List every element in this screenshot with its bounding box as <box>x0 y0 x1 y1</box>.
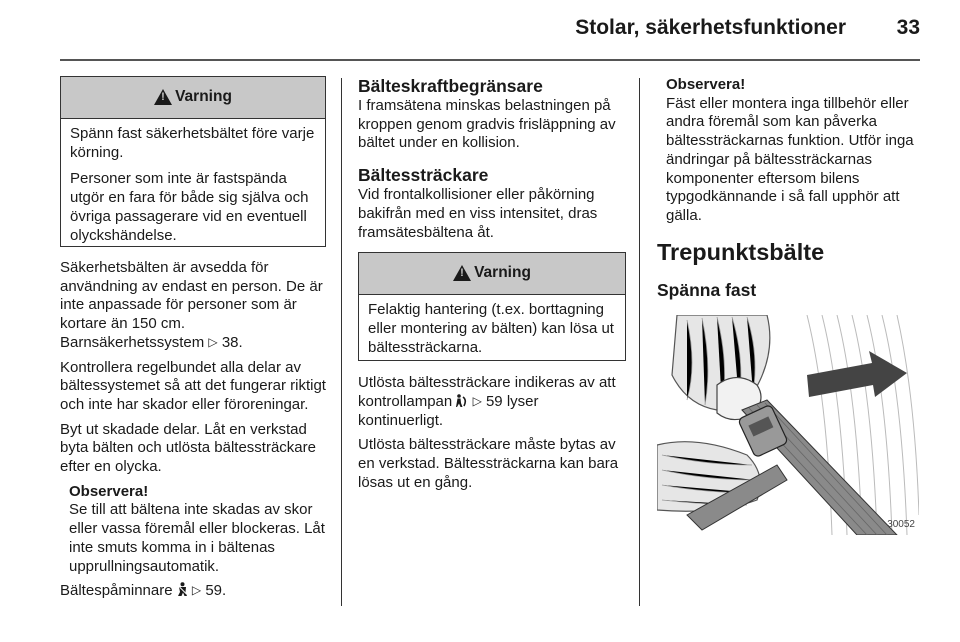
seatbelt-fastening-illustration <box>657 315 919 535</box>
note-title: Observera! <box>666 76 746 93</box>
warning-title: Varning <box>474 264 531 282</box>
warning-title: Varning <box>175 88 232 106</box>
chapter-heading: Trepunktsbälte <box>657 238 825 265</box>
warning-header <box>61 77 325 119</box>
subsection-heading: Spänna fast <box>657 279 757 300</box>
warning-triangle-icon <box>154 89 172 105</box>
body-paragraph: Vid frontalkollisioner eller påkörning bakifrån med en viss intensitet, dras framsätesbältena åt. <box>358 186 598 241</box>
page-header-title: Stolar, säkerhetsfunktioner <box>575 16 846 39</box>
body-paragraph: Kontrollera regelbundet alla delar av bältessystemet så att det fungerar riktigt och inte har skador eller föroreningar. <box>60 358 326 413</box>
section-heading: Bältessträckare <box>358 165 489 186</box>
note-block <box>60 483 326 577</box>
warning-body <box>61 119 325 253</box>
column-3 <box>657 76 927 535</box>
note-block <box>657 76 927 226</box>
column-divider-right <box>639 78 640 606</box>
page-number: 33 <box>896 16 920 39</box>
column-2 <box>358 76 626 498</box>
figure-number: 30052 <box>887 518 915 530</box>
reference-arrow-icon: ▷ <box>208 334 218 349</box>
warning-body <box>359 295 625 365</box>
seatbelt-reminder-icon <box>177 582 188 597</box>
warning-text: Felaktig hantering (t.ex. borttagning eller montering av bälten) kan lösa ut bältessträckarna. <box>368 301 614 356</box>
section-heading: Bälteskraftbegränsare <box>358 76 543 96</box>
body-paragraph: Bältespåminnare ▷ 59. <box>60 582 227 600</box>
note-text: Fäst eller montera inga tillbehör eller andra föremål som kan påverka bältessträckarnas funktion. Utför inga ändringar på bältessträckarnas komponenter eftersom bilens typgodkännande i så fall upphör att gälla. <box>666 94 914 224</box>
body-paragraph: Byt ut skadade delar. Låt en verkstad byta bälten och utlösta bältessträckare efter en olycka. <box>60 420 316 476</box>
airbag-warning-icon <box>456 394 468 408</box>
warning-text: Personer som inte är fastspända utgör en fara för både sig själva och övriga passagerare vid en eventuell olyckshändelse. <box>70 170 309 244</box>
warning-box <box>60 76 326 247</box>
body-paragraph: Säkerhetsbälten är avsedda för användning av endast en person. De är inte anpassade för personer som är kortare än 150 cm. Barnsäkerhetssystem ▷ 38. <box>60 259 323 351</box>
warning-triangle-icon <box>453 265 471 281</box>
warning-header <box>359 253 625 295</box>
warning-box <box>358 252 626 361</box>
seatbelt-fastening-drawing <box>657 315 919 535</box>
warning-text: Spänn fast säkerhetsbältet före varje körning. <box>70 125 315 161</box>
reference-arrow-icon: ▷ <box>191 583 202 598</box>
body-paragraph: Utlösta bältessträckare måste bytas av en verkstad. Bältessträckarna kan bara lösas ut en gång. <box>358 436 619 491</box>
note-title: Observera! <box>69 482 149 500</box>
reference-arrow-icon: ▷ <box>472 393 482 408</box>
body-paragraph: I framsätena minskas belastningen på kroppen genom gradvis frisläppning av bältet under en kollision. <box>358 97 616 152</box>
column-divider-left <box>341 78 342 606</box>
note-text: Se till att bältena inte skadas av skor eller vassa föremål eller blockeras. Låt inte smuts komma in i bältenas upprullningsautomatik. <box>69 501 325 575</box>
body-paragraph: Utlösta bältessträckare indikeras av att kontrollampan ▷ 59 lyser kontinuerligt. <box>358 374 616 429</box>
header-rule <box>60 59 920 61</box>
column-1 <box>60 76 326 607</box>
